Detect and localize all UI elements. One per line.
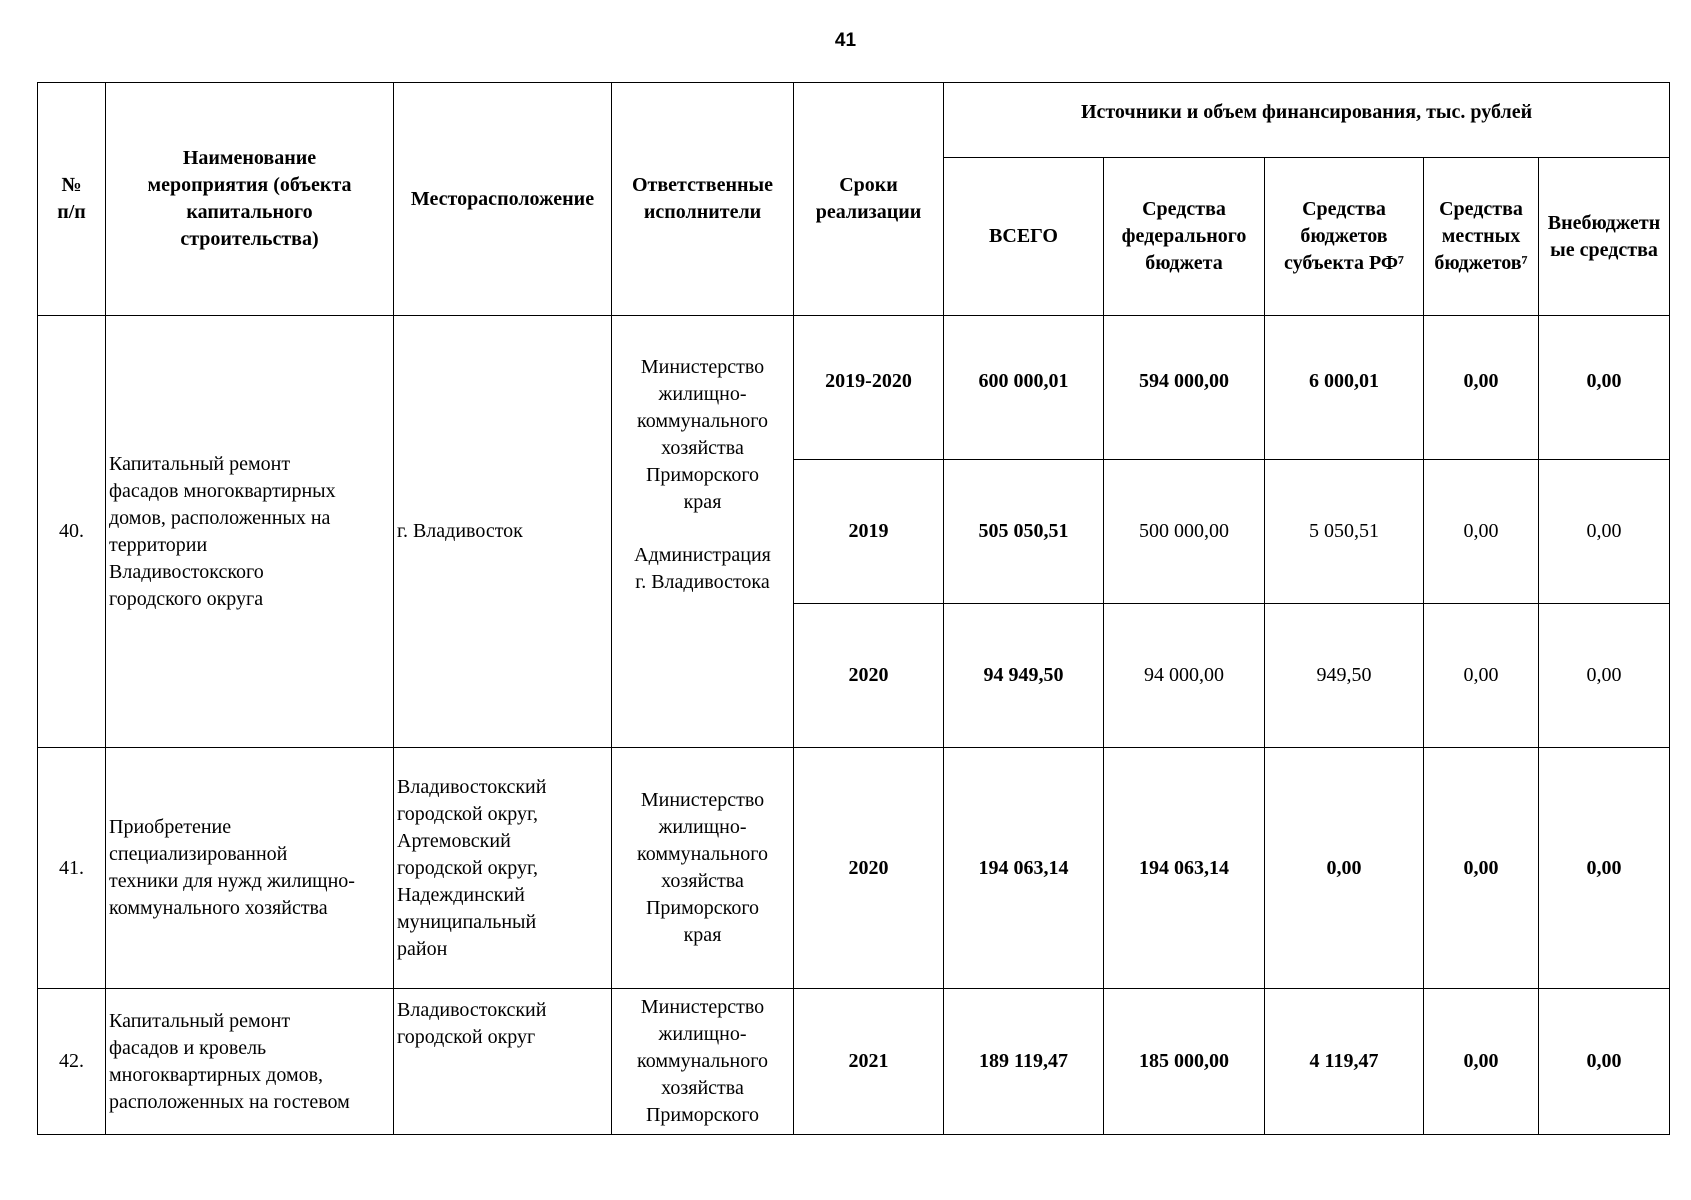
executor-ministry: Министерство жилищно- коммунального хозяйства Приморского края bbox=[637, 356, 768, 513]
location: Владивостокский городской округ bbox=[394, 989, 612, 1135]
amount-subject: 949,50 bbox=[1265, 604, 1424, 748]
location: Владивостокский городской округ, Артемовский городской округ, Надеждинский муниципальный район bbox=[394, 748, 612, 989]
amount-subject: 4 119,47 bbox=[1265, 989, 1424, 1135]
amount-extra: 0,00 bbox=[1539, 604, 1670, 748]
amount-subject: 0,00 bbox=[1265, 748, 1424, 989]
header-name: Наименование мероприятия (объекта капитального строительства) bbox=[106, 83, 394, 316]
table-row bbox=[38, 989, 1670, 1135]
table-row bbox=[38, 748, 1670, 989]
amount-total: 94 949,50 bbox=[944, 604, 1104, 748]
amount-subject: 6 000,01 bbox=[1265, 316, 1424, 460]
header-number: № п/п bbox=[38, 83, 106, 316]
header-period: Сроки реализации bbox=[794, 83, 944, 316]
period: 2021 bbox=[794, 989, 944, 1135]
header-executors: Ответственные исполнители bbox=[612, 83, 794, 316]
amount-federal: 500 000,00 bbox=[1104, 460, 1265, 604]
period: 2019 bbox=[794, 460, 944, 604]
financing-table bbox=[37, 82, 1670, 1135]
executors: Министерство жилищно- коммунального хозяйства Приморского bbox=[612, 989, 794, 1135]
amount-local: 0,00 bbox=[1424, 460, 1539, 604]
page-number: 41 bbox=[834, 30, 857, 51]
amount-total: 600 000,01 bbox=[944, 316, 1104, 460]
amount-local: 0,00 bbox=[1424, 748, 1539, 989]
amount-federal: 194 063,14 bbox=[1104, 748, 1265, 989]
header-total: ВСЕГО bbox=[944, 158, 1104, 316]
measure-name: Капитальный ремонт фасадов и кровель многоквартирных домов, расположенных на гостевом bbox=[106, 989, 394, 1135]
period: 2019-2020 bbox=[794, 316, 944, 460]
amount-extra: 0,00 bbox=[1539, 748, 1670, 989]
amount-total: 189 119,47 bbox=[944, 989, 1104, 1135]
row-number: 41. bbox=[38, 748, 106, 989]
amount-total: 194 063,14 bbox=[944, 748, 1104, 989]
header-subject: Средства бюджетов субъекта РФ⁷ bbox=[1265, 158, 1424, 316]
amount-extra: 0,00 bbox=[1539, 989, 1670, 1135]
row-number: 40. bbox=[38, 316, 106, 748]
amount-extra: 0,00 bbox=[1539, 460, 1670, 604]
executors bbox=[612, 316, 794, 748]
header-sources: Источники и объем финансирования, тыс. рублей bbox=[944, 83, 1670, 158]
amount-federal: 185 000,00 bbox=[1104, 989, 1265, 1135]
measure-name: Приобретение специализированной техники для нужд жилищно- коммунального хозяйства bbox=[106, 748, 394, 989]
amount-subject: 5 050,51 bbox=[1265, 460, 1424, 604]
amount-local: 0,00 bbox=[1424, 316, 1539, 460]
table-row bbox=[38, 316, 1670, 460]
period: 2020 bbox=[794, 604, 944, 748]
measure-name: Капитальный ремонт фасадов многоквартирных домов, расположенных на территории Владивостокского городского округа bbox=[106, 316, 394, 748]
amount-extra: 0,00 bbox=[1539, 316, 1670, 460]
amount-local: 0,00 bbox=[1424, 989, 1539, 1135]
amount-total: 505 050,51 bbox=[944, 460, 1104, 604]
amount-federal: 94 000,00 bbox=[1104, 604, 1265, 748]
executors: Министерство жилищно- коммунального хозяйства Приморского края bbox=[612, 748, 794, 989]
amount-federal: 594 000,00 bbox=[1104, 316, 1265, 460]
executor-administration: Администрация г. Владивостока bbox=[634, 544, 771, 593]
header-federal: Средства федерального бюджета bbox=[1104, 158, 1265, 316]
header-local: Средства местных бюджетов⁷ bbox=[1424, 158, 1539, 316]
header-location: Месторасположение bbox=[394, 83, 612, 316]
amount-local: 0,00 bbox=[1424, 604, 1539, 748]
header-extra: Внебюджетн ые средства bbox=[1539, 158, 1670, 316]
period: 2020 bbox=[794, 748, 944, 989]
row-number: 42. bbox=[38, 989, 106, 1135]
location: г. Владивосток bbox=[394, 316, 612, 748]
